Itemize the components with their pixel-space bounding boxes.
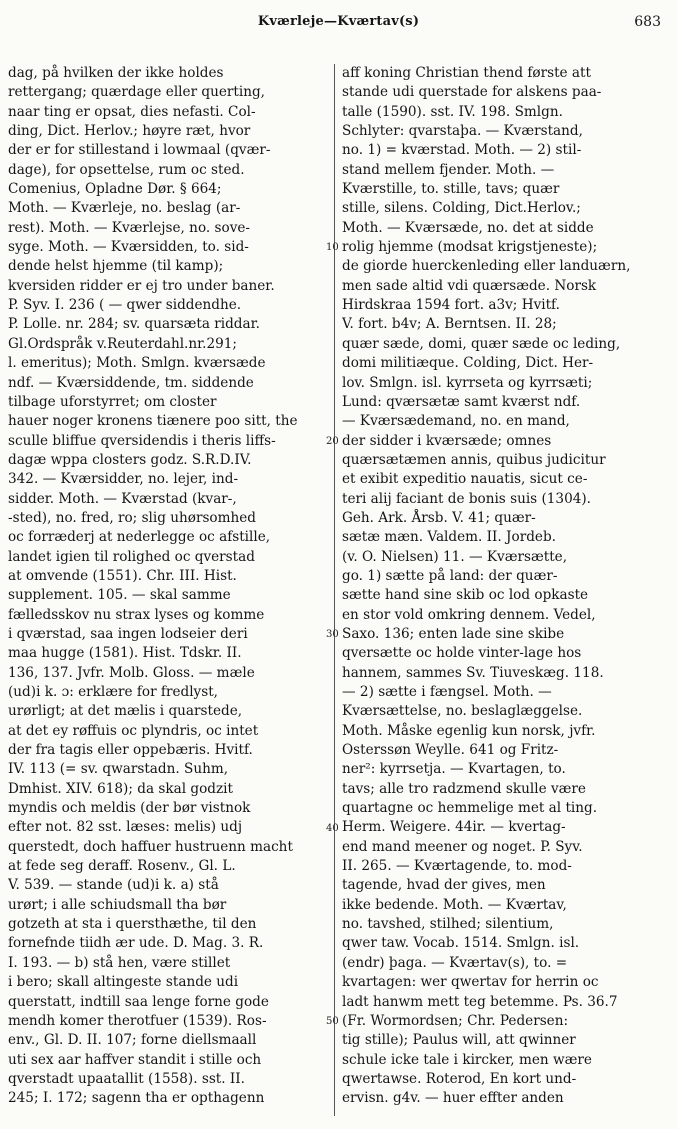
text-line: mendh komer therotfuer (1539). Ros- <box>8 1012 267 1029</box>
text-line: P. Syv. I. 236 ( — qwer siddendhe. <box>8 297 242 314</box>
text-line: P. Lolle. nr. 284; sv. quarsæta riddar. <box>8 316 260 333</box>
text-line: Dmhist. XIV. 618); da skal godzit <box>8 780 233 797</box>
text-line: oc forræderj at nederlegge oc afstille, <box>8 529 271 546</box>
text-line: (Fr. Wormordsen; Chr. Pedersen: <box>342 1012 569 1029</box>
text-line: teri alij faciant de bonis suis (1304). <box>342 490 592 507</box>
text-line: env., Gl. D. II. 107; forne diellsmaall <box>8 1032 257 1049</box>
text-line: tig stille); Paulus will, att qwinner <box>342 1032 576 1049</box>
text-line: Gl.Ordspråk v.Reuterdahl.nr.291; <box>8 335 237 352</box>
text-line: quær sæde, domi, quær sæde oc leding, <box>342 335 621 352</box>
text-line: (endr) þaga. — Kværtav(s), to. = <box>342 954 568 971</box>
text-line: l. emeritus); Moth. Smlgn. kværsæde <box>8 355 266 372</box>
text-line: II. 265. — Kværtagende, to. mod- <box>342 858 572 875</box>
text-line: stille, silens. Colding, Dict.Herlov.; <box>342 200 581 217</box>
text-line: Comenius, Opladne Dør. § 664; <box>8 181 222 198</box>
text-line: 136, 137. Jvfr. Molb. Gloss. — mæle <box>8 664 255 681</box>
text-line: urørt; i alle schiudsmall tha bør <box>8 896 227 913</box>
text-line: naar ting er opsat, dies nefasti. Col- <box>8 103 256 120</box>
text-line: supplement. 105. — skal samme <box>8 587 231 604</box>
text-line: ner²: kyrrsetja. — Kvartagen, to. <box>342 761 566 778</box>
text-line: go. 1) sætte på land: der quær- <box>342 567 558 584</box>
text-line: fornefnde tiidh ær ude. D. Mag. 3. R. <box>8 935 264 952</box>
text-line: stande udi querstade for alskens paa- <box>342 84 602 101</box>
text-line: rettergang; quærdage eller querting, <box>8 84 265 101</box>
text-line: stand mellem fjender. Moth. — <box>342 161 555 178</box>
text-line: et exibit expeditio nauatis, sicut ce- <box>342 471 588 488</box>
text-line: rolig hjemme (modsat krigstjeneste); <box>342 239 598 256</box>
text-line: qverstadt upaatallit (1558). sst. II. <box>8 1070 245 1087</box>
text-line: maa hugge (1581). Hist. Tdskr. II. <box>8 645 242 662</box>
text-line: schule icke tale i kircker, men wære <box>342 1051 592 1068</box>
text-line: querstedt, doch haffuer hustruenn macht <box>8 838 293 855</box>
text-line: — Kværsædemand, no. en mand, <box>342 413 570 430</box>
text-line: Kværstille, to. stille, tavs; quær <box>342 181 560 198</box>
text-line: sætæ mæn. Valdem. II. Jordeb. <box>342 529 556 546</box>
text-line: lov. Smlgn. isl. kyrrseta og kyrrsæti; <box>342 374 593 391</box>
text-line: ladt hanwm mett teg betemme. Ps. 36.7 <box>342 993 618 1010</box>
text-line: i bero; skall altingeste stande udi <box>8 974 239 991</box>
text-line: Saxo. 136; enten lade sine skibe <box>342 625 565 642</box>
line-number-marker: 10 <box>326 242 339 254</box>
text-line: sculle bliffue qversidendis i theris liffs- <box>8 432 276 449</box>
text-line: ding, Dict. Herlov.; høyre ræt, hvor <box>8 123 251 140</box>
text-line: dende helst hjemme (til kamp); <box>8 258 224 275</box>
running-head: Kværleje—Kværtav(s) <box>257 14 420 29</box>
text-line: i qværstad, saa ingen lodseier deri <box>8 625 248 642</box>
text-line: efter not. 82 sst. læses: melis) udj <box>8 819 243 836</box>
text-line: 342. — Kværsidder, no. lejer, ind- <box>8 471 239 488</box>
text-line: uti sex aar haffver standit i stille och <box>8 1051 262 1068</box>
text-line: (v. O. Nielsen) 11. — Kværsætte, <box>342 548 568 565</box>
text-line: I. 193. — b) stå hen, være stillet <box>8 954 231 971</box>
text-line: Kværsættelse, no. beslaglæggelse. <box>342 703 583 720</box>
page-header <box>0 14 677 36</box>
text-line: Schlyter: qvarstaþa. — Kværstand, <box>342 123 583 140</box>
text-line: dagæ wppa closters godz. S.R.D.IV. <box>8 451 252 468</box>
text-line: qwer taw. Vocab. 1514. Smlgn. isl. <box>342 935 580 952</box>
text-line: der er for stillestand i lowmaal (qvær- <box>8 142 271 159</box>
text-line: tavs; alle tro radzmend skulle være <box>342 780 586 797</box>
text-line: -sted), no. fred, ro; slig uhørsomhed <box>8 509 257 526</box>
text-line: V. 539. — stande (ud)i k. a) stå <box>8 877 219 894</box>
text-line: men sade altid vdi quærsæde. Norsk <box>342 277 597 294</box>
text-line: fælledsskov nu strax lyses og komme <box>8 606 265 623</box>
text-line: Moth. Måske egenlig kun norsk, jvfr. <box>342 722 596 739</box>
text-line: 245; I. 172; sagenn tha er opthagenn <box>8 1090 265 1107</box>
text-line: sidder. Moth. — Kværstad (kvar-, <box>8 490 237 507</box>
text-line: Moth. — Kværsæde, no. det at sidde <box>342 219 594 236</box>
text-line: no. 1) = kværstad. Moth. — 2) stil- <box>342 142 582 159</box>
text-line: quartagne oc hemmelige met al ting. <box>342 800 598 817</box>
text-line: de giorde huerckenleding eller landuærn, <box>342 258 631 275</box>
column-divider <box>334 64 335 1116</box>
text-line: der fra tagis eller oppebæris. Hvitf. <box>8 742 253 759</box>
text-line: IV. 113 (= sv. qwarstadn. Suhm, <box>8 761 229 778</box>
text-line: Osterssøn Weylle. 641 og Fritz- <box>342 742 559 759</box>
text-line: V. fort. b4v; A. Berntsen. II. 28; <box>342 316 557 333</box>
text-line: aff koning Christian thend første att <box>342 65 591 81</box>
line-number-marker: 50 <box>326 1016 339 1028</box>
line-number-marker: 30 <box>326 629 339 641</box>
line-number-marker: 40 <box>326 822 339 834</box>
text-line: qwertawse. Roterod, En kort und- <box>342 1070 577 1087</box>
text-line: tagende, hvad der gives, men <box>342 877 546 894</box>
text-line: rest). Moth. — Kværlejse, no. sove- <box>8 219 251 236</box>
line-number-marker: 20 <box>326 435 339 447</box>
text-line: at det ey røffuis oc plyndris, oc intet <box>8 722 259 739</box>
text-line: domi militiæque. Colding, Dict. Her- <box>342 355 594 372</box>
right-column <box>342 64 664 1109</box>
text-line: ervisn. g4v. — huer effter anden <box>342 1090 564 1107</box>
text-line: qversætte oc holde vinter-lage hos <box>342 645 582 662</box>
text-line: at omvende (1551). Chr. III. Hist. <box>8 567 237 584</box>
text-line: no. tavshed, stilhed; silentium, <box>342 916 554 933</box>
text-line: kvartagen: wer qwertav for herrin oc <box>342 974 599 991</box>
text-line: quærsætæmen annis, quibus judicitur <box>342 451 606 468</box>
text-line: dage), for opsettelse, rum oc sted. <box>8 161 245 178</box>
page-number: 683 <box>634 14 661 30</box>
text-line: landet igien til rolighed oc qverstad <box>8 548 255 565</box>
text-line: talle (1590). sst. IV. 198. Smlgn. <box>342 103 563 120</box>
text-line: gotzeth at sta i quersthæthe, til den <box>8 916 257 933</box>
text-line: — 2) sætte i fængsel. Moth. — <box>342 684 552 700</box>
text-line: hannem, sammes Sv. Tiuveskæg. 118. <box>342 664 604 681</box>
text-line: urørligt; at det mælis i quarstede, <box>8 703 243 720</box>
text-line: end mand meener og noget. P. Syv. <box>342 838 583 855</box>
text-line: Herm. Weigere. 44ir. — kvertag- <box>342 819 566 836</box>
text-line: dag, på hvilken der ikke holdes <box>8 65 224 81</box>
text-line: hauer noger kronens tiænere poo sitt, the <box>8 413 298 430</box>
text-line: ikke bedende. Moth. — Kværtav, <box>342 896 567 913</box>
text-line: querstatt, indtill saa lenge forne gode <box>8 993 269 1010</box>
text-line: sætte hand sine skib oc lod opkaste <box>342 587 589 604</box>
text-line: Geh. Ark. Årsb. V. 41; quær- <box>342 509 536 526</box>
text-line: tilbage uforstyrret; om closter <box>8 393 217 410</box>
text-line: Lund: qværsætæ samt kværst ndf. <box>342 393 581 410</box>
text-line: (ud)i k. ɔ: erklære for fredlyst, <box>8 684 218 700</box>
text-line: syge. Moth. — Kværsidden, to. sid- <box>8 239 249 256</box>
text-line: der sidder i kværsæde; omnes <box>342 432 552 449</box>
text-line: myndis och meldis (der bør vistnok <box>8 800 251 817</box>
text-line: at fede seg deraff. Rosenv., Gl. L. <box>8 858 236 875</box>
text-line: Moth. — Kværleje, no. beslag (ar- <box>8 200 241 217</box>
text-line: Hirdskraa 1594 fort. a3v; Hvitf. <box>342 297 560 314</box>
text-line: kversiden ridder er ej tro under baner. <box>8 277 275 294</box>
text-line: en stor vold omkring dennem. Vedel, <box>342 606 596 623</box>
left-column <box>8 64 330 1109</box>
text-line: ndf. — Kværsiddende, tm. siddende <box>8 374 254 391</box>
